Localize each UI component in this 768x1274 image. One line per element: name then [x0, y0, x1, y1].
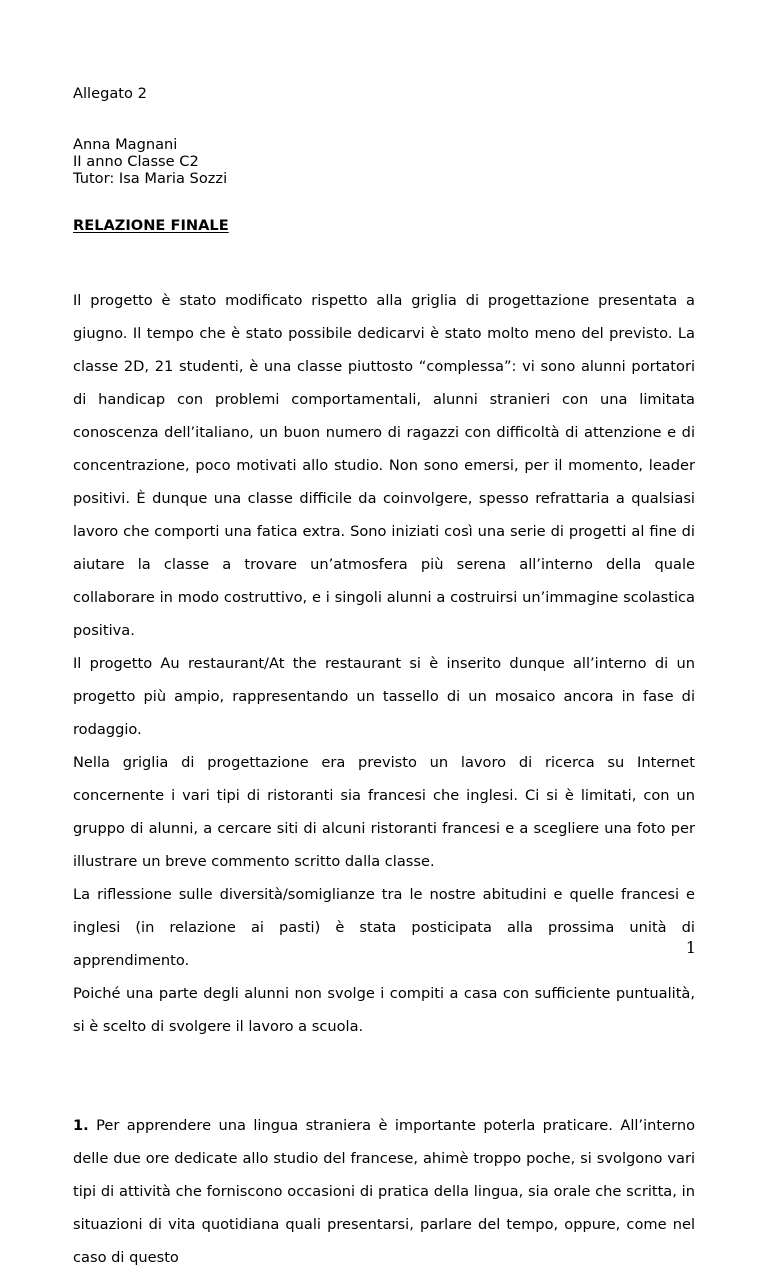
report-title: RELAZIONE FINALE — [73, 217, 229, 234]
paragraph: Nella griglia di progettazione era previsto un lavoro di ricerca su Internet concernente i vari tipi di ristoranti sia francesi che inglesi. Ci si è limitati, con un gruppo di alunni, a cercare siti di alcuni ristoranti francesi e a scegliere una foto per illustrare un breve commento scritto dalla classe. — [73, 754, 695, 870]
numbered-paragraph — [73, 1109, 695, 1274]
paragraph: Il progetto Au restaurant/At the restaurant si è inserito dunque all’interno di un progetto più ampio, rappresentando un tassello di un mosaico ancora in fase di rodaggio. — [73, 655, 695, 738]
section-number: 1. — [73, 1117, 89, 1134]
report-body — [73, 284, 695, 1274]
paragraph: Poiché una parte degli alunni non svolge i compiti a casa con sufficiente puntualità, si è scelto di svolgere il lavoro a scuola. — [73, 985, 695, 1035]
class-info: II anno Classe C2 — [73, 153, 199, 170]
paragraph: La riflessione sulle diversità/somiglianze tra le nostre abitudini e quelle francesi e inglesi (in relazione ai pasti) è stata posticipata alla prossima unità di apprendimento. — [73, 886, 695, 969]
section-text: Per apprendere una lingua straniera è importante poterla praticare. All’interno delle due ore dedicate allo studio del francese, ahimè troppo poche, si svolgono vari tipi di attività che forniscono occasioni di pratica della lingua, sia orale che scritta, in situazioni di vita quotidiana quali presentarsi, parlare del tempo, oppure, come nel caso di questo — [73, 1117, 695, 1266]
page-number: 1 — [685, 938, 696, 957]
attachment-label: Allegato 2 — [73, 85, 147, 102]
tutor-info: Tutor: Isa Maria Sozzi — [73, 170, 228, 187]
paragraph: Il progetto è stato modificato rispetto alla griglia di progettazione presentata a giugno. Il tempo che è stato possibile dedicarvi è stato molto meno del previsto. La classe 2D, 21 studenti, è una classe piuttosto “complessa”: vi sono alunni portatori di handicap con problemi comportamentali, alunni stranieri con una limitata conoscenza dell’italiano, un buon numero di ragazzi con difficoltà di attenzione e di concentrazione, poco motivati allo studio. Non sono emersi, per il momento, leader positivi. È dunque una classe difficile da coinvolgere, spesso refrattaria a qualsiasi lavoro che comporti una fatica extra. Sono iniziati così una serie di progetti al fine di aiutare la classe a trovare un’atmosfera più serena all’interno della quale collaborare in modo costruttivo, e i singoli alunni a costruirsi un’immagine scolastica positiva. — [73, 292, 695, 639]
author-name: Anna Magnani — [73, 136, 178, 153]
